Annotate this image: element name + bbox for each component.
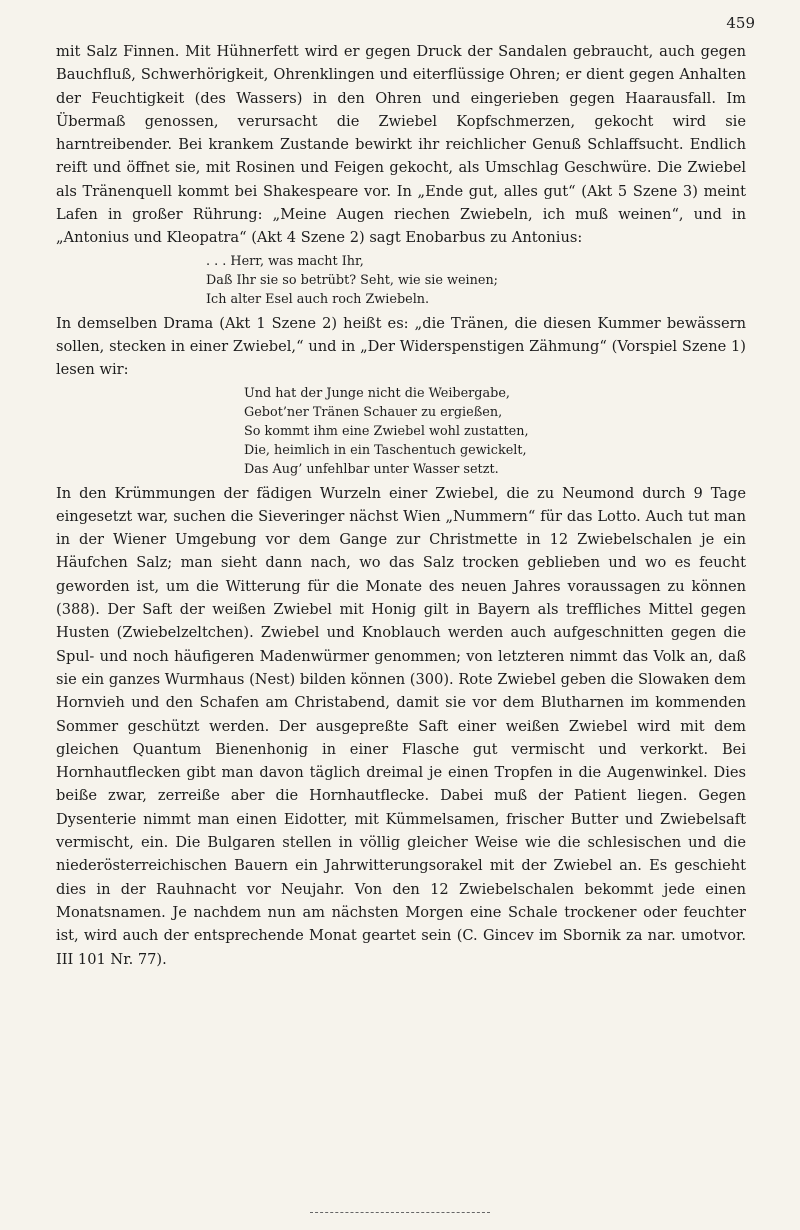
- quote-line: . . . Herr, was macht Ihr,: [206, 253, 364, 269]
- quote-widerspenstigen: [56, 384, 746, 479]
- quote-line: Und hat der Junge nicht die Weibergabe,: [244, 385, 510, 401]
- paragraph-3: In den Krümmungen der fädigen Wurzeln einer Zwiebel, die zu Neumond durch 9 Tage eingesetzt war, suchen die Sieveringer nächst Wien „Nummern“ für das Lotto. Auch tut man in der Wiener Umgebung vor dem Gange zur Christmette in 12 Zwiebelschalen je ein Häufchen Salz; man sieht dann nach, wo das Salz trocken geblieben und wo es feucht geworden ist, um die Witterung für die Monate des neuen Jahres voraussagen zu können (388). Der Saft der weißen Zwiebel mit Honig gilt in Bayern als treffliches Mittel gegen Husten (Zwiebelzeltchen). Zwiebel und Knoblauch werden auch aufgeschnitten gegen die Spul- und noch häufigeren Madenwürmer genommen; von letzteren nimmt das Volk an, daß sie ein ganzes Wurmhaus (Nest) bilden können (300). Rote Zwiebel geben die Slowaken dem Hornvieh und den Schafen am Christabend, damit sie vor dem Blutharnen im kommenden Sommer geschützt werden. Der ausgepreßte Saft einer weißen Zwiebel wird mit dem gleichen Quantum Bienenhonig in einer Flasche gut vermischt und verkorkt. Bei Hornhautflecken gibt man davon täglich dreimal je einen Tropfen in die Augenwinkel. Dies beiße zwar, zerreiße aber die Hornhautflecke. Dabei muß der Patient liegen. Gegen Dysenterie nimmt man einen Eidotter, mit Kümmelsamen, frischer Butter und Zwiebelsaft vermischt, ein. Die Bulgaren stellen in völlig gleicher Weise wie die schlesischen und die niederösterreichischen Bauern ein Jahrwitterungsorakel mit der Zwiebel an. Es geschieht dies in der Rauhnacht vor Neujahr. Von den 12 Zwiebelschalen bekommt jede einen Monatsnamen. Je nachdem nun am nächsten Morgen eine Schale trockener oder feuchter ist, wird auch der entsprechende Monat geartet sein (C. Gincev im Sbornik za nar. umotvor. III 101 Nr. 77).: [56, 484, 746, 968]
- page-content: [56, 40, 746, 971]
- page-number: 459: [726, 14, 755, 32]
- quote-line: Gebot’ner Tränen Schauer zu ergießen,: [244, 404, 503, 420]
- quote-antonius: [56, 252, 746, 309]
- quote-line: So kommt ihm eine Zwiebel wohl zustatten,: [244, 423, 529, 439]
- quote-line: Die, heimlich in ein Taschentuch gewickelt,: [244, 442, 527, 458]
- quote-line: Ich alter Esel auch roch Zwiebeln.: [206, 291, 430, 307]
- quote-line: Daß Ihr sie so betrübt? Seht, wie sie weinen;: [206, 272, 498, 288]
- section-divider: [310, 1212, 490, 1214]
- paragraph-2: In demselben Drama (Akt 1 Szene 2) heißt es: „die Tränen, die diesen Kummer bewässern sollen, stecken in einer Zwiebel,“ und in „Der Widerspenstigen Zähmung“ (Vorspiel Szene 1) lesen wir:: [56, 314, 746, 379]
- quote-line: Das Aug’ unfehlbar unter Wasser setzt.: [244, 461, 499, 477]
- paragraph-1: mit Salz Finnen. Mit Hühnerfett wird er gegen Druck der Sandalen gebraucht, auch gegen Bauchfluß, Schwerhörigkeit, Ohrenklingen und eiterflüssige Ohren; er dient gegen Anhalten der Feuchtigkeit (des Wassers) in den Ohren und eingerieben gegen Haarausfall. Im Übermaß genossen, verursacht die Zwiebel Kopfschmerzen, gekocht wird sie harntreibender. Bei krankem Zustande bewirkt ihr reichlicher Genuß Schlaffsucht. Endlich reift und öffnet sie, mit Rosinen und Feigen gekocht, als Umschlag Geschwüre. Die Zwiebel als Tränenquell kommt bei Shakespeare vor. In „Ende gut, alles gut“ (Akt 5 Szene 3) meint Lafen in großer Rührung: „Meine Augen riechen Zwiebeln, ich muß weinen“, und in „Antonius und Kleopatra“ (Akt 4 Szene 2) sagt Enobarbus zu Antonius:: [56, 43, 746, 247]
